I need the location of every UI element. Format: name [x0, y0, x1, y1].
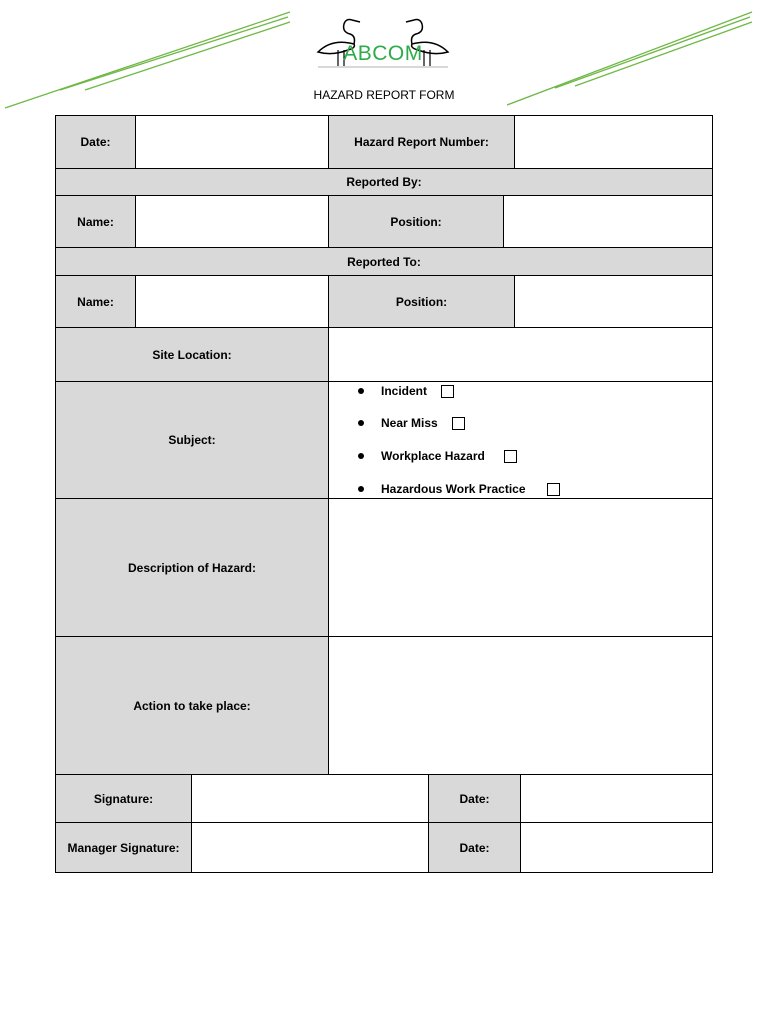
reported-to-name-label: Name:: [55, 275, 136, 328]
near-miss-checkbox[interactable]: [452, 417, 465, 430]
reported-by-position-label: Position:: [328, 195, 504, 248]
manager-date-field[interactable]: [520, 822, 713, 873]
subject-label: Subject:: [55, 381, 329, 499]
option-label: Workplace Hazard: [381, 449, 485, 463]
reported-to-name-field[interactable]: [135, 275, 329, 328]
reported-to-position-label: Position:: [328, 275, 515, 328]
manager-date-label: Date:: [428, 822, 521, 873]
date-field[interactable]: [135, 115, 329, 169]
date-label: Date:: [55, 115, 136, 169]
company-logo: [314, 12, 452, 70]
manager-signature-field[interactable]: [191, 822, 429, 873]
incident-checkbox[interactable]: [441, 385, 454, 398]
signature-label: Signature:: [55, 774, 192, 823]
signature-date-label: Date:: [428, 774, 521, 823]
action-to-take-place-label: Action to take place:: [55, 636, 329, 775]
reported-by-position-field[interactable]: [503, 195, 713, 248]
site-location-field[interactable]: [328, 327, 713, 382]
option-label: Incident: [381, 384, 428, 398]
signature-date-field[interactable]: [520, 774, 713, 823]
manager-signature-label: Manager Signature:: [55, 822, 192, 873]
reported-to-position-field[interactable]: [514, 275, 713, 328]
bullet-icon: [358, 420, 364, 426]
hazardous-work-practice-checkbox[interactable]: [547, 483, 560, 496]
hazard-report-number-label: Hazard Report Number:: [328, 115, 515, 169]
subject-option-workplace-hazard: [329, 446, 713, 466]
bullet-icon: [358, 486, 364, 492]
bullet-icon: [358, 388, 364, 394]
option-label: Hazardous Work Practice: [381, 482, 526, 496]
reported-by-header: Reported By:: [55, 168, 713, 196]
description-of-hazard-field[interactable]: [328, 498, 713, 637]
subject-option-hazardous-work-practice: [329, 479, 713, 499]
subject-options: [329, 381, 713, 498]
reported-to-header: Reported To:: [55, 247, 713, 276]
action-to-take-place-field[interactable]: [328, 636, 713, 775]
reported-by-name-label: Name:: [55, 195, 136, 248]
option-label: Near Miss: [381, 416, 438, 430]
site-location-label: Site Location:: [55, 327, 329, 382]
bullet-icon: [358, 453, 364, 459]
reported-by-name-field[interactable]: [135, 195, 329, 248]
form-title: HAZARD REPORT FORM: [313, 88, 455, 102]
logo-text: ABCOM: [343, 42, 423, 65]
subject-option-near-miss: [329, 413, 713, 433]
description-of-hazard-label: Description of Hazard:: [55, 498, 329, 637]
workplace-hazard-checkbox[interactable]: [504, 450, 517, 463]
hazard-report-number-field[interactable]: [514, 115, 713, 169]
signature-field[interactable]: [191, 774, 429, 823]
subject-option-incident: [329, 381, 713, 401]
